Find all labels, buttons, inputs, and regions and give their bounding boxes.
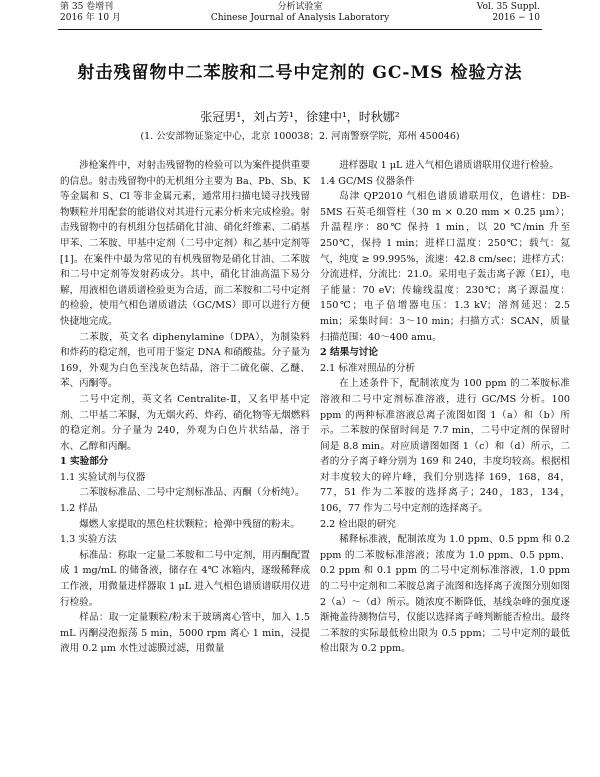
subsection-heading: 2.2 检出限的研究: [320, 518, 396, 530]
section-heading: 1 实验部分: [60, 456, 109, 468]
centralite-paragraph: 二号中定剂，英文名 Centralite-Ⅱ，又名甲基中定剂、二甲基二苯脲，为无烟火药、炸药、硝化物等无烟燃料的稳定剂。分子量为 240，外观为白色片状结晶，溶于水、乙醇和丙酮。: [60, 393, 310, 452]
subsection-heading: 1.4 GC/MS 仪器条件: [320, 175, 415, 187]
sample-prep-paragraph: 样品：取一定量颗粒/粉末于玻璃离心管中，加入 1.5 mL 丙酮浸泡振荡 5 min，5000 rpm 离心 1 min，浸提液用 0.2 μm 水性过滤膜过滤，用微量: [60, 612, 310, 655]
paper-title: 射击残留物中二苯胺和二号中定剂的 GC-MS 检验方法: [77, 63, 523, 83]
journal-name-cn: 分析试验室: [277, 2, 323, 12]
journal-name-en: Chinese Journal of Analysis Laboratory: [210, 13, 390, 23]
section-heading: 2 结果与讨论: [320, 347, 378, 359]
date-line-en: 2016 − 10: [492, 13, 540, 23]
volume-line: 第 35 卷增刊: [60, 2, 114, 12]
subsection-heading: 2.1 标准对照品的分析: [320, 362, 416, 374]
affiliation: (1. 公安部物证鉴定中心，北京 100038；2. 河南警察学院，郑州 450046): [140, 131, 460, 142]
date-line: 2016 年 10 月: [60, 13, 121, 23]
volume-line-en: Vol. 35 Suppl.: [476, 2, 540, 12]
left-column: [60, 158, 310, 657]
standards-analysis-paragraph: 在上述条件下，配制浓度为 100 ppm 的二苯胺标准溶液和二号中定剂标准溶液，进行 GC/MS 分析。100 ppm 的两种标准溶液总离子流图如图 1（a）和（b）所示。二苯胺的保留时间是 7.7 min，二号中定剂的保留时间是 8.8 min。对应质谱图如图 1（c）和（d）所示，二者的分子离子峰分别为 169 和 240，丰度均较高。根据相对丰度较大的碎片峰，我们分别选择 169，168，84，77，51 作为二苯胺的选择离子；240，183，134，106，77 作为二号中定剂的选择离子。: [320, 378, 570, 515]
subsection-heading: 1.1 实验试剂与仪器: [60, 471, 146, 483]
journal-volume-en: [477, 2, 540, 24]
right-column: [320, 158, 570, 657]
standards-paragraph: 标准品：称取一定量二苯胺和二号中定剂，用丙酮配置成 1 mg/mL 的储备液，储存在 4℃ 冰箱内，逐级稀释成工作液，用微量进样器取 1 μL 进入气相色谱质谱联用仪进行检验。: [60, 549, 310, 608]
subsection-heading: 1.2 样品: [60, 503, 98, 515]
detection-limit-paragraph: 稀释标准液，配制浓度为 1.0 ppm、0.5 ppm 和 0.2 ppm 的二苯胺标准溶液；浓度为 1.0 ppm、0.5 ppm、0.2 ppm 和 0.1 ppm 的二号中定剂标准溶液，1.0 ppm 的二号中定剂和二苯胺总离子流图和选择离子流图分别如图 2（a）～（d）所示。随浓度不断降低，基线杂峰的强度逐渐掩盖待测物信号，仅能以选择离子峰判断能否检出。最终二苯胺的实际最低检出限为 0.5 ppm；二号中定剂的最低检出限为 0.2 ppm。: [320, 534, 570, 655]
dpa-paragraph: 二苯胺，英文名 diphenylamine（DPA），为制染料和炸药的稳定剂，也可用于鉴定 DNA 和硝酸盐。分子量为 169，外观为白色至浅灰色结晶，溶于二硫化碳、乙醚、苯、丙酮等。: [60, 331, 310, 390]
samples-paragraph: 爆燃人家提取的黑色柱状颗粒；枪弹中残留的粉末。: [79, 518, 300, 530]
subsection-heading: 1.3 实验方法: [60, 534, 117, 546]
header-rule: [58, 29, 542, 30]
continued-paragraph: 进样器取 1 μL 进入气相色谱质谱联用仪进行检验。: [339, 160, 559, 171]
intro-paragraph: 涉枪案件中，对射击残留物的检验可以为案件提供重要的信息。射击残留物中的无机组分主要为 Ba、Pb、Sb、K 等金属和 S、Cl 等非金属元素，通常用扫描电镜寻找残留物颗粒并用配套的能谱仪对其进行元素分析来完成检验。射击残留物中的有机组分包括硝化甘油、硝化纤维素、二硝基甲苯、二苯胺、甲基中定剂（二号中定剂）和乙基中定剂等[1]。在案件中最为常见的有机残留物是硝化甘油、二苯胺和二号中定剂等发射药成分。其中，硝化甘油高温下易分解，用液相色谱质谱检验更为合适，而二苯胺和二号中定剂的检验，使用气相色谱质谱法（GC/MS）即可以进行方便快捷地完成。: [60, 160, 310, 327]
reagents-paragraph: 二苯胺标准品、二号中定剂标准品、丙酮（分析纯）。: [79, 487, 305, 499]
instrument-paragraph: 岛津 QP2010 气相色谱质谱联用仪，色谱柱：DB-5MS 石英毛细管柱（30 m × 0.20 mm × 0.25 μm）；升温程序：80℃ 保持 1 min，以 20 ℃/min 升至 250℃，保持 1 min；进样口温度：250℃；载气：氦气，纯度 ≥ 99.995%，流速：42.8 cm/sec；进样方式：分流进样，分流比：21.0。采用电子轰击离子源（EI），电子能量：70 eV；传输线温度：230℃；离子源温度：150℃；电子倍增器电压：1.3 kV；溶剂延迟：2.5 min；采集时间：3～10 min；扫描方式：SCAN，质量扫描范围：40～400 amu。: [320, 191, 570, 343]
author-list: 张冠男¹，刘占芳¹，徐建中¹，时秋娜²: [200, 110, 400, 124]
